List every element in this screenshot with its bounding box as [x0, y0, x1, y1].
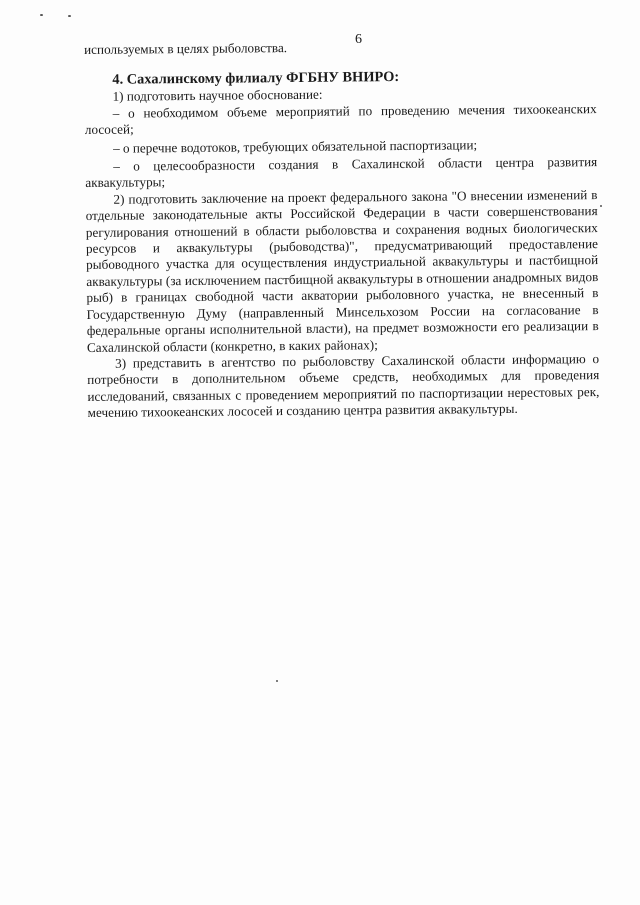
page-number: 6 — [355, 32, 362, 47]
continuation-line: используемых в целях рыболовства. — [84, 40, 288, 57]
item-1-bullet: – о необходимом объеме мероприятий по проведению мечения тихоокеанских лососей; — [84, 100, 597, 138]
scan-speck — [600, 205, 602, 207]
item-3-paragraph: 3) представить в агентство по рыболовству Сахалинской области информацию о потребности в дополнительном объеме средств, необходимых для проведения исследований, связанных с проведением мероприятий по паспортизации нерестовых рек, мечению тихоокеанских лососей и созданию центра развития аквакультуры. — [87, 350, 600, 421]
scan-speck — [40, 14, 43, 16]
item-2-paragraph: 2) подготовить заключение на проект федерального закона "О внесении изменений в отдельные законодательные акты Российской Федерации в части совершенствования регулирования отношений в области рыболовства и сохранения водных биологических ресурсов и аквакультуры (рыбоводства)", предусматривающий предоставление рыбоводного участка для осуществления индустриальной аквакультуры и пастбищной аквакультуры (за исключением пастбищной аквакультуры в отношении анадромных видов рыб) в границах свободной части акватории рыболовного участка, не внесенный в Государственную Думу (направленный Минсельхозом России на согласование в федеральные органы исполнительной власти), на предмет возможности его реализации в Сахалинской области (конкретно, в каких районах); — [85, 186, 599, 355]
item-1-bullet: – о перечне водотоков, требующих обязательной паспортизации; — [112, 136, 478, 156]
section-heading: 4. Сахалинскому филиалу ФГБНУ ВНИРО: — [112, 69, 400, 89]
document-body — [84, 37, 600, 421]
item-1-lead: 1) подготовить научное обоснование: — [112, 87, 323, 105]
scan-speck — [276, 680, 278, 682]
item-1-bullet: – о целесообразности создания в Сахалинской области центра развития аквакультуры; — [85, 154, 598, 191]
scan-speck — [68, 15, 71, 17]
